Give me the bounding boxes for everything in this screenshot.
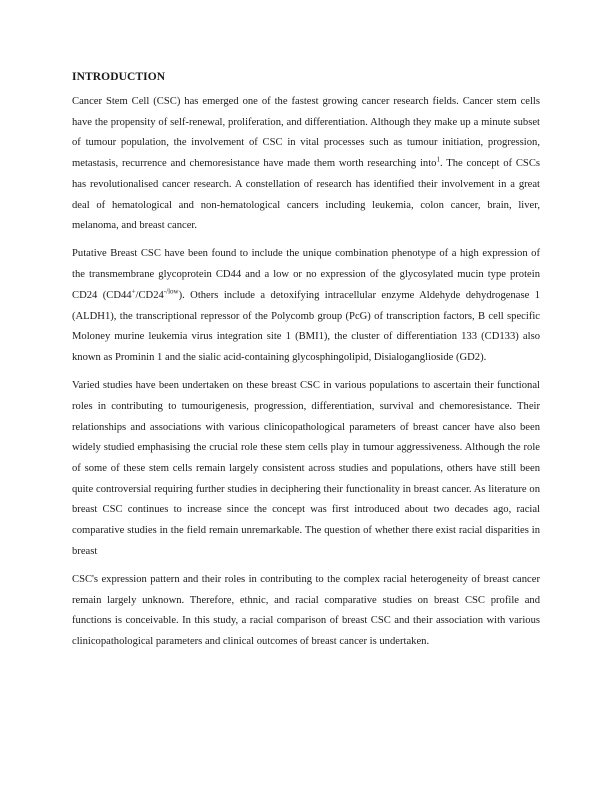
paragraph-putative-breast-csc (72, 244, 540, 368)
superscript-plus: + (131, 287, 136, 296)
citation-superscript: 1 (436, 155, 440, 164)
superscript-low: -/low (163, 287, 179, 296)
paragraph-text: /CD24 (135, 289, 164, 301)
paragraph-varied-studies: Varied studies have been undertaken on these breast CSC in various populations to ascertain their functional roles in contributing to tumourigenesis, progression, differentiation, survival and chemoresistance. Their relationships and associations with various clinicopathological parameters of breast cancer have also been widely studied emphasising the crucial role these stem cells play in tumour aggressiveness. Although the role of some of these stem cells remain largely consistent across studies and populations, others have still been quite controversial requiring further studies in deciphering their functionality in breast cancer. As literature on breast CSC continues to increase since the concept was first introduced about two decades ago, racial comparative studies in the field remain unremarkable. The question of whether there exist racial disparities in breast (72, 380, 540, 557)
section-heading: INTRODUCTION (72, 71, 166, 83)
paragraph-text: Putative Breast CSC have been found to include the unique combination phenotype of a high expression of the transmembrane glycoprotein CD44 and a low or no expression of the glycosylated mucin type protein CD24 (CD44 (72, 248, 540, 301)
paragraph-text: . The concept of CSCs has revolutionalised cancer research. A constellation of research has identified their involvement in a great deal of hematological and non-hematological cancers including leukemia, colon cancer, brain, liver, melanoma, and breast cancer. (72, 158, 541, 232)
document-page (72, 66, 540, 660)
paragraph-text: ). Others include a detoxifying intracellular enzyme Aldehyde dehydrogenase 1 (ALDH1), the transcriptional repressor of the Polycomb group (PcG) of transcription factors, B cell specific Moloney murine leukemia virus integration site 1 (BMI1), the cluster of differentiation 133 (CD133) also known as Prominin 1 and the sialic acid-containing glycosphingolipid, Disialoganglioside (GD2). (72, 289, 541, 363)
paragraph-text: Cancer Stem Cell (CSC) has emerged one of the fastest growing cancer research fields. Cancer stem cells have the propensity of self-renewal, proliferation, and differentiation. Although they make up a minute subset of tumour population, the involvement of CSC in vital processes such as tumour initiation, progression, metastasis, recurrence and chemoresistance have made them worth researching into (72, 96, 540, 170)
paragraph-racial-comparison: CSC's expression pattern and their roles in contributing to the complex racial heterogeneity of breast cancer remain largely unknown. Therefore, ethnic, and racial comparative studies on breast CSC profile and functions is conceivable. In this study, a racial comparison of breast CSC and their association with various clinicopathological parameters and clinical outcomes of breast cancer is undertaken. (72, 573, 540, 648)
paragraph-cancer-stem-cell-intro (72, 92, 540, 237)
